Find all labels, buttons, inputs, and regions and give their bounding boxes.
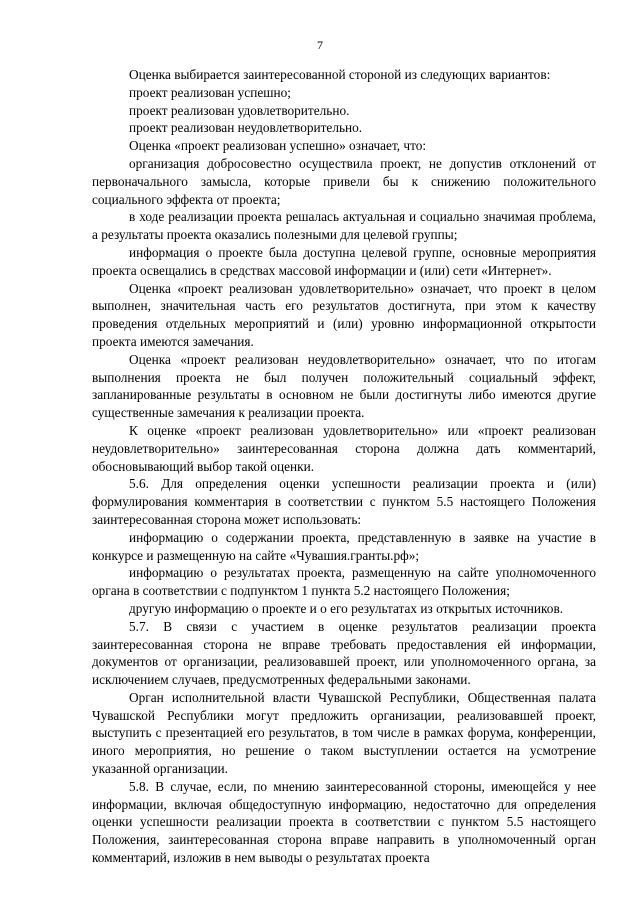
paragraph-evaluation-options-intro: Оценка выбирается заинтересованной стороной из следующих вариантов: <box>129 67 551 82</box>
document-body <box>92 66 596 867</box>
paragraph-section-5-8: 5.8. В случае, если, по мнению заинтересованной стороны, имеющейся у нее информации, включая общедоступную информацию, недостаточно для определения оценки успешности реализации проекта в соответствии с пунктом 5.5 настоящего Положения, заинтересованная сторона вправе направить в уполномоченный орган комментарий, изложив в нем выводы о результатах проекта <box>92 778 596 866</box>
paragraph-option-unsatisfactory: проект реализован неудовлетворительно. <box>129 120 363 136</box>
paragraph-section-5-7: 5.7. В связи с участием в оценке результатов реализации проекта заинтересованная сторона не вправе требовать предоставления ей информации, документов от организации, реализовавшей проект, или уполномоченного органа, за исключением случаев, предусмотренных федеральными законами. <box>92 618 596 688</box>
paragraph-success-meaning: Оценка «проект реализован успешно» означает, что: <box>129 138 427 154</box>
paragraph-unsatisfactory-meaning: Оценка «проект реализован неудовлетворительно» означает, что по итогам выполнения проекта не был получен положительный социальный эффект, запланированные результаты в основном не были достигнуты либо имеются другие существенные замечания к реализации проекта. <box>92 351 596 421</box>
paragraph-source-application: информацию о содержании проекта, представленную в заявке на участие в конкурсе и размещенную на сайте «Чувашия.гранты.рф»; <box>92 529 596 563</box>
page-number: 7 <box>317 38 323 52</box>
paragraph-section-5-6: 5.6. Для определения оценки успешности реализации проекта и (или) формулирования комментария в соответствии с пунктом 5.5 настоящего Положения заинтересованная сторона может использовать: <box>92 476 596 527</box>
paragraph-success-criterion-1: организация добросовестно осуществила проект, не допустив отклонений от первоначального замысла, которые привели бы к снижению положительного социального эффекта от проекта; <box>92 155 596 207</box>
paragraph-option-success: проект реализован успешно; <box>129 84 291 100</box>
paragraph-source-open: другую информацию о проекте и о его результатах из открытых источников. <box>129 600 564 616</box>
paragraph-presentation: Орган исполнительной власти Чувашской Республики, Общественная палата Чувашской Республики могут предложить организации, реализовавшей проект, выступить с презентацией его результатов, в том числе в рамках форума, конференции, иного мероприятия, но решение о таком выступлении остается на усмотрение указанной организации. <box>92 689 596 777</box>
paragraph-comment-requirement: К оценке «проект реализован удовлетворительно» или «проект реализован неудовлетворительно» заинтересованная сторона должна дать комментарий, обосновывающий выбор такой оценки. <box>92 422 596 474</box>
paragraph-option-satisfactory: проект реализован удовлетворительно. <box>129 102 350 118</box>
paragraph-success-criterion-2: в ходе реализации проекта решалась актуальная и социально значимая проблема, а результаты проекта оказались полезными для целевой группы; <box>92 209 596 243</box>
paragraph-satisfactory-meaning: Оценка «проект реализован удовлетворительно» означает, что проект в целом выполнен, значительная часть его результатов достигнута, при этом к качеству проведения отдельных мероприятий и (или) уровню информационной открытости проекта имеются замечания. <box>92 280 596 349</box>
paragraph-source-results: информацию о результатах проекта, размещенную на сайте уполномоченного органа в соответствии с подпунктом 1 пункта 5.2 настоящего Положения; <box>92 565 596 599</box>
paragraph-success-criterion-3: информация о проекте была доступна целевой группе, основные мероприятия проекта освещались в средствах массовой информации и (или) сети «Интернет». <box>92 244 596 278</box>
